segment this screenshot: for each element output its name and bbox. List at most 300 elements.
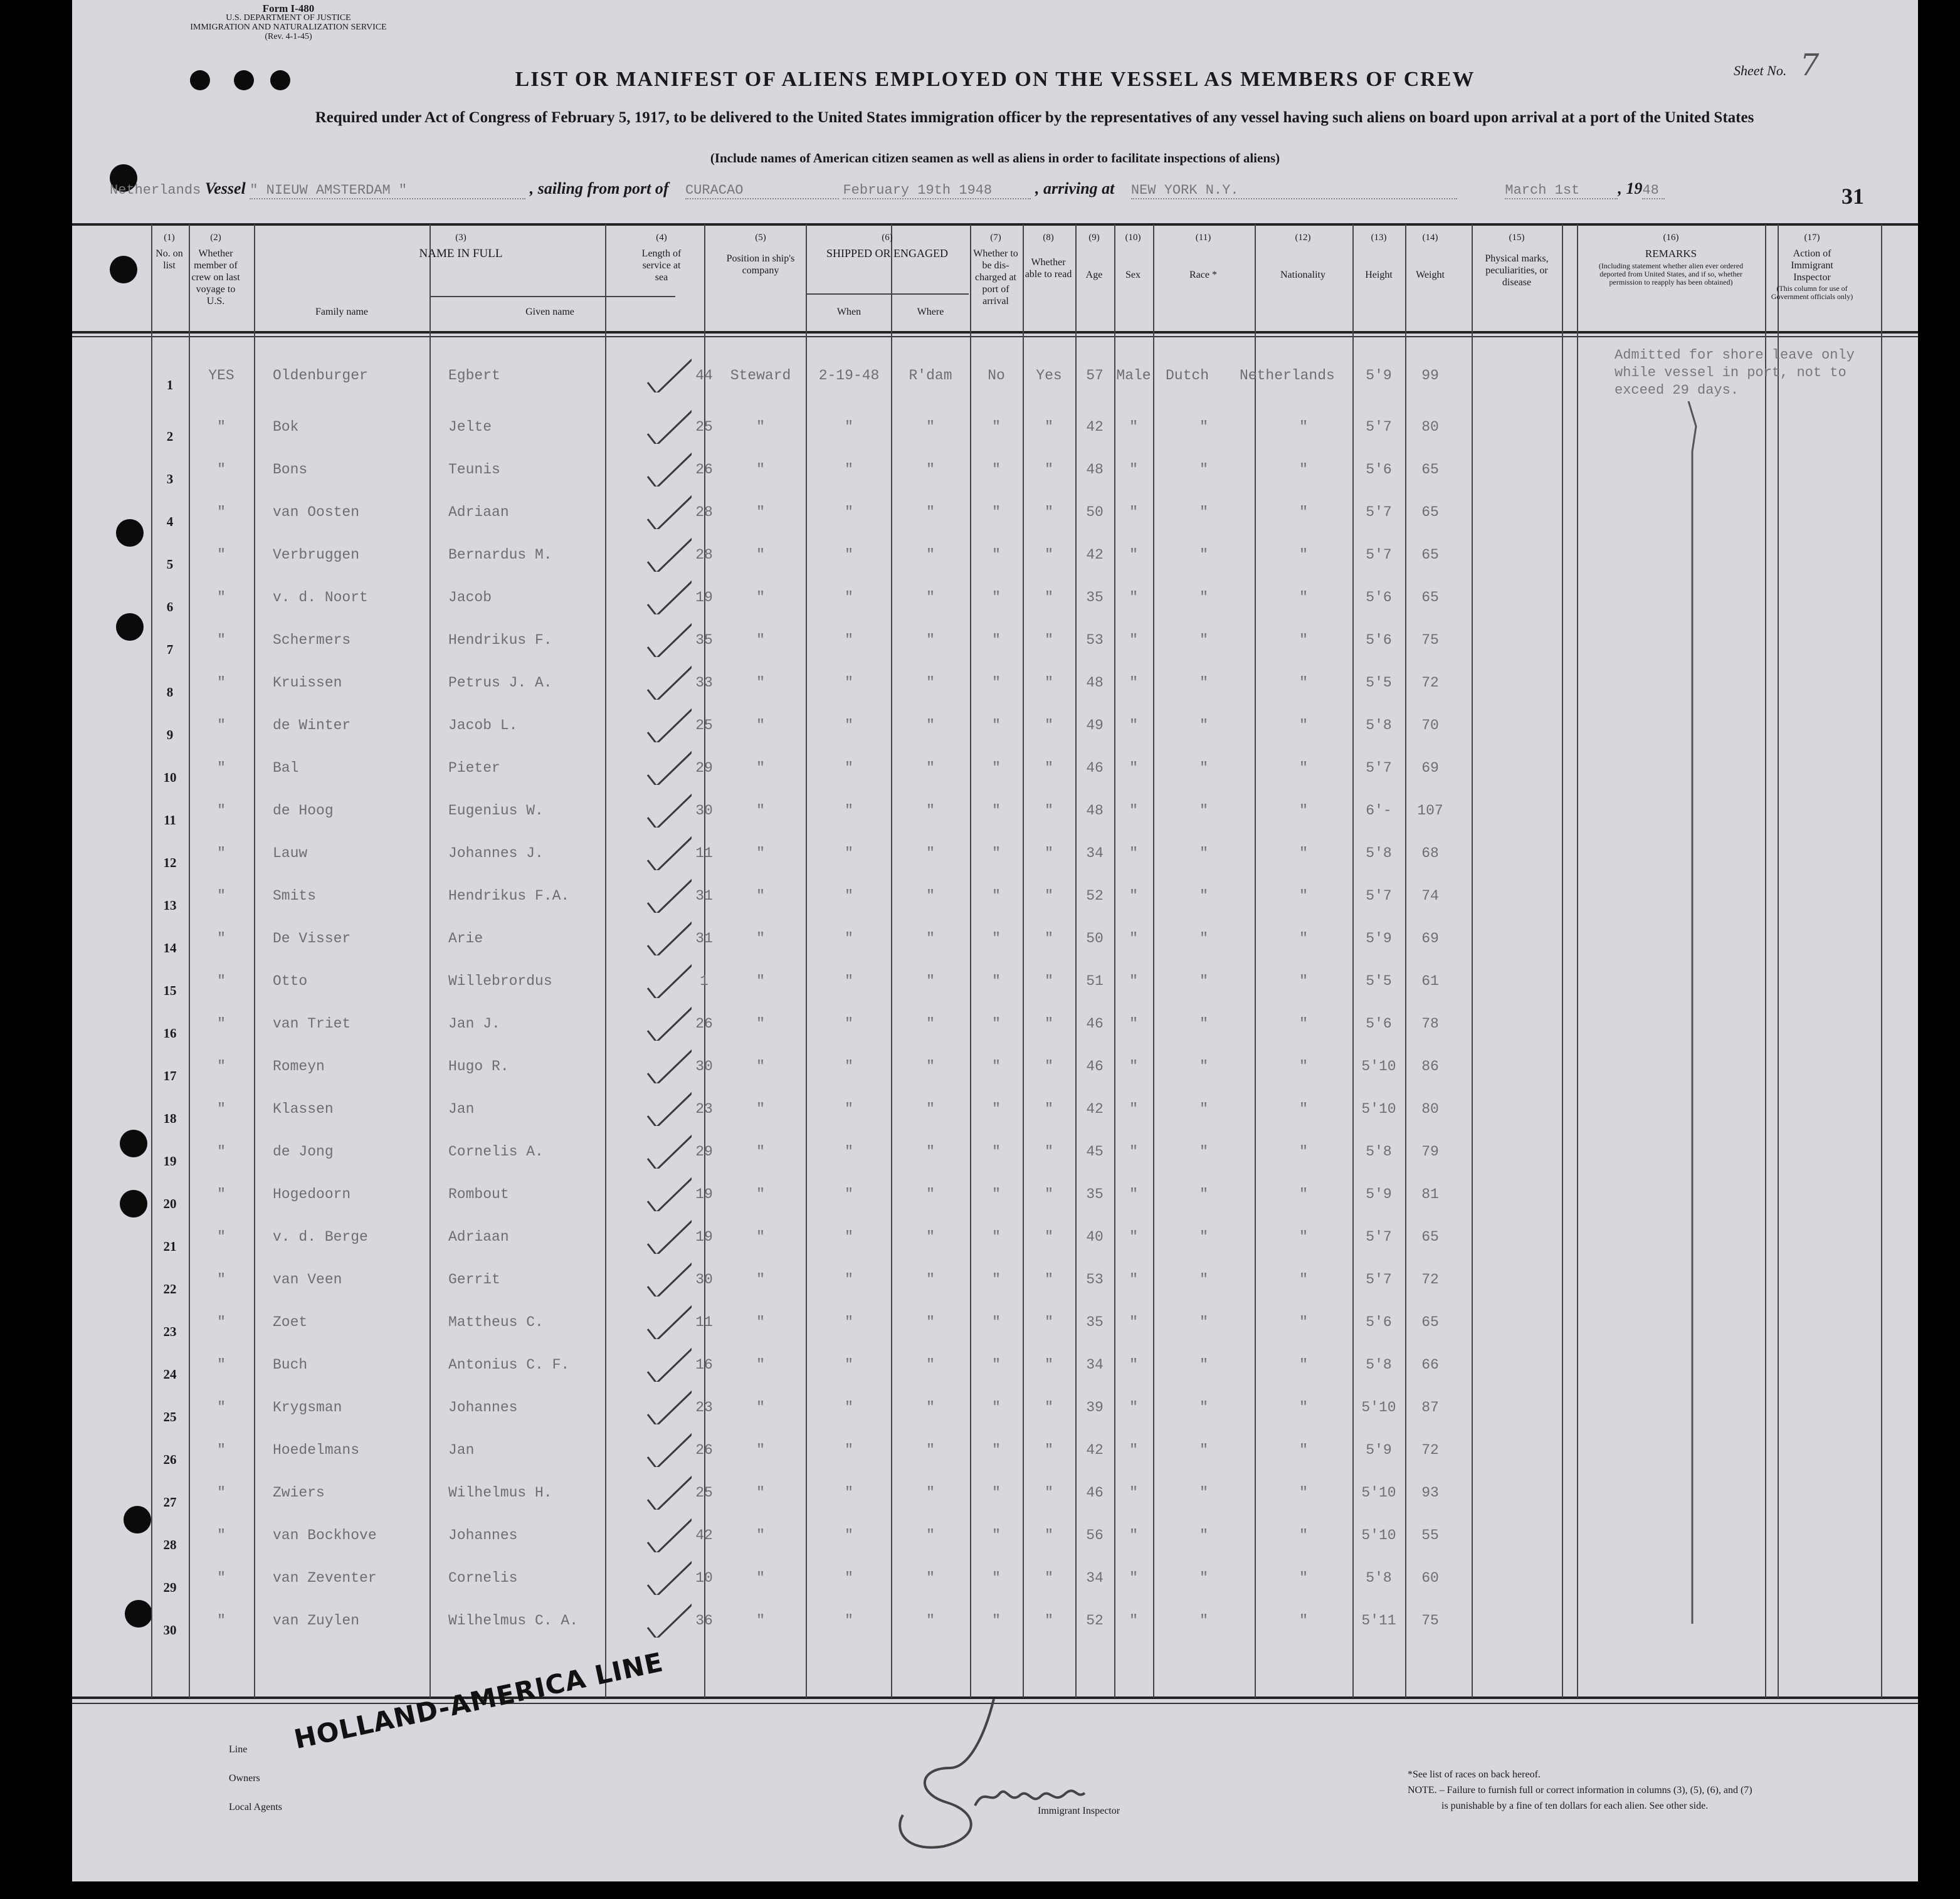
sex-cell: " [1129, 504, 1138, 520]
column-divider [189, 224, 190, 1698]
crew-last-voyage-cell: " [217, 1527, 226, 1544]
shipped-subdivider [806, 293, 969, 295]
nationality-cell: " [1299, 1357, 1308, 1373]
nationality-cell: " [1299, 547, 1308, 563]
race-cell: " [1199, 632, 1208, 648]
port-to: NEW YORK N.Y. [1131, 182, 1457, 199]
port-from: CURACAO [685, 182, 839, 199]
row-number: 24 [163, 1367, 177, 1382]
shipped-when-cell: " [845, 1144, 853, 1160]
shipped-where-cell: " [926, 802, 935, 819]
service-length-cell: 25 [695, 1485, 713, 1501]
check-mark [636, 619, 692, 657]
able-read-cell: " [1045, 1229, 1053, 1245]
crew-last-voyage-cell: " [217, 1101, 226, 1117]
weight-cell: 61 [1421, 973, 1439, 989]
shipped-where-cell: R'dam [909, 367, 952, 384]
shipped-when-cell: " [845, 461, 853, 478]
position-cell: " [756, 802, 765, 819]
sex-cell: " [1129, 1527, 1138, 1544]
given-name-cell: Johannes [448, 1399, 518, 1416]
discharged-cell: " [992, 461, 1001, 478]
given-name-cell: Gerrit [448, 1271, 500, 1288]
nationality-cell: " [1299, 1101, 1308, 1117]
position-cell: " [756, 1229, 765, 1245]
family-name-cell: Klassen [273, 1101, 334, 1117]
sex-cell: " [1129, 589, 1138, 606]
position-cell: " [756, 1144, 765, 1160]
crew-last-voyage-cell: " [217, 717, 226, 734]
given-name-cell: Jacob [448, 589, 492, 606]
column-divider [1255, 224, 1256, 1698]
weight-cell: 87 [1421, 1399, 1439, 1416]
family-name-cell: Bal [273, 760, 299, 776]
header-discharged: (7) Whether to be dis-charged at port of arrival [973, 233, 1018, 307]
age-cell: 50 [1086, 930, 1104, 947]
family-name-cell: van Oosten [273, 504, 360, 520]
check-mark [636, 1046, 692, 1083]
position-cell: " [756, 888, 765, 904]
shipped-when-cell: " [845, 973, 853, 989]
column-divider [1114, 224, 1115, 1698]
agents-label: Local Agents [229, 1802, 282, 1812]
able-read-cell: " [1045, 888, 1053, 904]
nationality-cell: " [1299, 1016, 1308, 1032]
shipped-when-cell: " [845, 504, 853, 520]
vessel-label: Vessel [204, 179, 246, 197]
given-name-cell: Jan [448, 1442, 475, 1458]
column-divider [1765, 224, 1766, 1698]
check-mark [636, 1302, 692, 1339]
column-divider [704, 224, 705, 1698]
weight-cell: 65 [1421, 1314, 1439, 1330]
discharged-cell: " [992, 1144, 1001, 1160]
row-number: 1 [166, 377, 174, 392]
service-length-cell: 29 [695, 760, 713, 776]
nationality-cell: " [1299, 461, 1308, 478]
given-name-cell: Egbert [448, 367, 500, 384]
check-mark [636, 1344, 692, 1382]
sex-cell: " [1129, 419, 1138, 435]
nationality-cell: " [1299, 973, 1308, 989]
height-cell: 5'7 [1366, 760, 1392, 776]
family-name-cell: de Jong [273, 1144, 334, 1160]
sex-cell: Male [1116, 367, 1151, 384]
race-cell: " [1199, 1229, 1208, 1245]
height-cell: 5'5 [1366, 675, 1392, 691]
nationality-cell: " [1299, 1186, 1308, 1202]
service-length-cell: 19 [695, 589, 713, 606]
owners-label: Owners [229, 1773, 260, 1784]
able-read-cell: " [1045, 1058, 1053, 1075]
weight-cell: 93 [1421, 1485, 1439, 1501]
discharged-cell: " [992, 547, 1001, 563]
column-divider [1778, 224, 1779, 1698]
nationality-cell: " [1299, 1144, 1308, 1160]
shipped-where-cell: " [926, 1101, 935, 1117]
position-cell: " [756, 1527, 765, 1544]
shipped-when-cell: " [845, 1612, 853, 1629]
age-cell: 45 [1086, 1144, 1104, 1160]
height-cell: 5'7 [1366, 1229, 1392, 1245]
crew-last-voyage-cell: " [217, 888, 226, 904]
sex-cell: " [1129, 1570, 1138, 1586]
sex-cell: " [1129, 1016, 1138, 1032]
family-name-cell: Hogedoorn [273, 1186, 351, 1202]
check-mark [636, 1259, 692, 1297]
header-sex: (10) Sex [1125, 233, 1141, 280]
crew-last-voyage-cell: " [217, 1016, 226, 1032]
position-cell: " [756, 589, 765, 606]
race-cell: " [1199, 802, 1208, 819]
position-cell: " [756, 419, 765, 435]
height-cell: 5'6 [1366, 1314, 1392, 1330]
family-name-cell: Kruissen [273, 675, 342, 691]
age-cell: 42 [1086, 1101, 1104, 1117]
able-read-cell: " [1045, 1271, 1053, 1288]
able-read-cell: " [1045, 760, 1053, 776]
check-mark [636, 492, 692, 529]
shipped-where-cell: " [926, 1186, 935, 1202]
column-divider [1562, 224, 1563, 1698]
nationality-cell: " [1299, 1058, 1308, 1075]
sex-cell: " [1129, 547, 1138, 563]
shipped-where-cell: " [926, 1016, 935, 1032]
row-number: 2 [166, 429, 174, 444]
shipped-where-cell: " [926, 973, 935, 989]
nationality-cell: " [1299, 1229, 1308, 1245]
able-read-cell: " [1045, 1570, 1053, 1586]
weight-cell: 66 [1421, 1357, 1439, 1373]
nationality-cell: " [1299, 802, 1308, 819]
shipped-when-cell: " [845, 1357, 853, 1373]
service-length-cell: 11 [695, 1314, 713, 1330]
able-read-cell: " [1045, 1612, 1053, 1629]
race-cell: " [1199, 973, 1208, 989]
given-name-cell: Cornelis A. [448, 1144, 544, 1160]
able-read-cell: " [1045, 632, 1053, 648]
shipped-where-cell: " [926, 419, 935, 435]
sex-cell: " [1129, 461, 1138, 478]
inspector-signature [850, 1693, 1113, 1856]
service-length-cell: 26 [695, 461, 713, 478]
row-number: 28 [163, 1537, 177, 1552]
page-subtitle: Required under Act of Congress of February 5, 1917, to be delivered to the United States immigration officer by the representatives of any vessel having such aliens on board upon arrival at a port of the United States [315, 109, 1754, 126]
shipped-where-cell: " [926, 589, 935, 606]
shipped-when-cell: " [845, 1101, 853, 1117]
check-mark [636, 1131, 692, 1169]
height-cell: 5'9 [1366, 1186, 1392, 1202]
age-cell: 52 [1086, 1612, 1104, 1629]
shipped-where-cell: " [926, 1399, 935, 1416]
check-mark [636, 790, 692, 828]
weight-cell: 75 [1421, 632, 1439, 648]
check-mark [636, 705, 692, 742]
given-name-cell: Petrus J. A. [448, 675, 552, 691]
crew-last-voyage-cell: " [217, 845, 226, 861]
check-mark [636, 355, 692, 392]
age-cell: 50 [1086, 504, 1104, 520]
shipped-when-cell: " [845, 419, 853, 435]
row-number: 16 [163, 1026, 177, 1041]
height-cell: 5'6 [1366, 1016, 1392, 1032]
family-name-cell: Schermers [273, 632, 351, 648]
row-number: 17 [163, 1068, 177, 1083]
family-name-cell: van Veen [273, 1271, 342, 1288]
column-divider [1023, 224, 1024, 1698]
line-label: Line [229, 1744, 248, 1755]
family-name-cell: De Visser [273, 930, 351, 947]
race-cell: " [1199, 930, 1208, 947]
position-cell: " [756, 1357, 765, 1373]
table-top-rule [72, 223, 1918, 226]
check-mark [636, 918, 692, 955]
age-cell: 34 [1086, 845, 1104, 861]
race-cell: " [1199, 1314, 1208, 1330]
family-name-cell: de Hoog [273, 802, 334, 819]
given-name-cell: Jacob L. [448, 717, 518, 734]
check-mark [636, 1472, 692, 1510]
sex-cell: " [1129, 1357, 1138, 1373]
weight-cell: 65 [1421, 589, 1439, 606]
sailing-label: , sailing from port of [529, 179, 669, 197]
age-cell: 48 [1086, 461, 1104, 478]
height-cell: 5'10 [1361, 1399, 1396, 1416]
check-mark [636, 875, 692, 913]
row-number: 12 [163, 855, 177, 870]
crew-last-voyage-cell: " [217, 547, 226, 563]
nationality-cell: " [1299, 632, 1308, 648]
row-number: 27 [163, 1495, 177, 1510]
given-name-cell: Adriaan [448, 1229, 509, 1245]
service-length-cell: 26 [695, 1016, 713, 1032]
nationality-cell: " [1299, 1399, 1308, 1416]
family-name-cell: Lauw [273, 845, 308, 861]
weight-cell: 68 [1421, 845, 1439, 861]
nationality-cell: " [1299, 1271, 1308, 1288]
weight-cell: 60 [1421, 1570, 1439, 1586]
race-cell: " [1199, 1101, 1208, 1117]
crew-last-voyage-cell: " [217, 1570, 226, 1586]
crew-last-voyage-cell: " [217, 1186, 226, 1202]
race-cell: " [1199, 1357, 1208, 1373]
race-cell: " [1199, 1016, 1208, 1032]
position-cell: " [756, 632, 765, 648]
column-divider [970, 224, 971, 1698]
crew-last-voyage-cell: " [217, 419, 226, 435]
column-divider [891, 224, 892, 1698]
height-cell: 5'8 [1366, 717, 1392, 734]
inspector-label: Immigrant Inspector [1038, 1806, 1120, 1816]
column-divider [1472, 224, 1473, 1698]
sex-cell: " [1129, 632, 1138, 648]
position-cell: " [756, 717, 765, 734]
position-cell: " [756, 1442, 765, 1458]
position-cell: " [756, 845, 765, 861]
position-cell: " [756, 675, 765, 691]
given-name-cell: Eugenius W. [448, 802, 544, 819]
year-value: 48 [1642, 182, 1665, 199]
family-name-cell: Buch [273, 1357, 308, 1373]
sex-cell: " [1129, 1271, 1138, 1288]
able-read-cell: " [1045, 1527, 1053, 1544]
row-number: 21 [163, 1239, 177, 1254]
position-cell: " [756, 1399, 765, 1416]
nationality-cell: " [1299, 419, 1308, 435]
weight-cell: 65 [1421, 1229, 1439, 1245]
given-name-cell: Hendrikus F. [448, 632, 552, 648]
sex-cell: " [1129, 1101, 1138, 1117]
shipped-where-cell: " [926, 1612, 935, 1629]
discharged-cell: " [992, 1016, 1001, 1032]
check-mark [636, 1216, 692, 1254]
discharged-cell: No [988, 367, 1005, 384]
position-cell: " [756, 1101, 765, 1117]
shipped-when-cell: " [845, 845, 853, 861]
crew-last-voyage-cell: " [217, 973, 226, 989]
discharged-cell: " [992, 1399, 1001, 1416]
shipped-when-cell: " [845, 675, 853, 691]
discharged-cell: " [992, 1527, 1001, 1544]
race-cell: " [1199, 717, 1208, 734]
shipped-when-cell: " [845, 1271, 853, 1288]
race-cell: " [1199, 419, 1208, 435]
given-name-cell: Mattheus C. [448, 1314, 544, 1330]
row-number: 5 [166, 557, 174, 572]
punch-hole [125, 1600, 152, 1628]
age-cell: 48 [1086, 675, 1104, 691]
age-cell: 34 [1086, 1357, 1104, 1373]
shipped-when-cell: " [845, 1314, 853, 1330]
discharged-cell: " [992, 760, 1001, 776]
discharged-cell: " [992, 1570, 1001, 1586]
height-cell: 5'7 [1366, 888, 1392, 904]
height-cell: 5'10 [1361, 1101, 1396, 1117]
sex-cell: " [1129, 1186, 1138, 1202]
header-bottom-rule-2 [72, 336, 1918, 337]
service-length-cell: 11 [695, 845, 713, 861]
family-name-cell: Zwiers [273, 1485, 325, 1501]
able-read-cell: " [1045, 547, 1053, 563]
able-read-cell: " [1045, 973, 1053, 989]
position-cell: " [756, 1186, 765, 1202]
given-name-cell: Hendrikus F.A. [448, 888, 570, 904]
able-read-cell: " [1045, 504, 1053, 520]
shipped-where-cell: " [926, 888, 935, 904]
shipped-when-cell: " [845, 760, 853, 776]
row-number: 13 [163, 898, 177, 913]
position-cell: " [756, 973, 765, 989]
age-cell: 53 [1086, 1271, 1104, 1288]
height-cell: 5'10 [1361, 1527, 1396, 1544]
age-cell: 49 [1086, 717, 1104, 734]
discharged-cell: " [992, 845, 1001, 861]
age-cell: 42 [1086, 419, 1104, 435]
crew-last-voyage-cell: " [217, 802, 226, 819]
discharged-cell: " [992, 1612, 1001, 1629]
voyage-line [110, 179, 1665, 199]
header-bottom-rule [72, 331, 1918, 334]
given-name-cell: Hugo R. [448, 1058, 509, 1075]
row-number: 11 [164, 813, 176, 828]
age-cell: 40 [1086, 1229, 1104, 1245]
discharged-cell: " [992, 675, 1001, 691]
discharged-cell: " [992, 888, 1001, 904]
given-name-cell: Cornelis [448, 1570, 518, 1586]
age-cell: 46 [1086, 1485, 1104, 1501]
nationality-cell: " [1299, 1612, 1308, 1629]
given-name-cell: Johannes J. [448, 845, 544, 861]
sheet-number-value: 7 [1799, 48, 1820, 83]
able-read-cell: Yes [1036, 367, 1062, 384]
nationality-cell: " [1299, 675, 1308, 691]
column-divider [605, 224, 606, 1698]
age-cell: 42 [1086, 547, 1104, 563]
weight-cell: 72 [1421, 1442, 1439, 1458]
height-cell: 5'10 [1361, 1058, 1396, 1075]
nationality-cell: " [1299, 1314, 1308, 1330]
row-number: 23 [163, 1324, 177, 1339]
shipped-where-cell: " [926, 632, 935, 648]
discharged-cell: " [992, 504, 1001, 520]
discharged-cell: " [992, 1229, 1001, 1245]
given-name-cell: Wilhelmus H. [448, 1485, 552, 1501]
shipped-when-cell: " [845, 1399, 853, 1416]
remarks-line: Admitted for shore leave only [1615, 347, 1855, 363]
column-divider [806, 224, 807, 1698]
race-cell: " [1199, 504, 1208, 520]
able-read-cell: " [1045, 1314, 1053, 1330]
column-divider [1352, 224, 1354, 1698]
given-name-cell: Johannes [448, 1527, 518, 1544]
able-read-cell: " [1045, 802, 1053, 819]
header-inspector-action: (17) Action of Immigrant Inspector (This column for use of Government officials only) [1771, 233, 1853, 301]
flag-value: Netherlands [110, 182, 201, 198]
crew-last-voyage-cell: " [217, 632, 226, 648]
nationality-cell: " [1299, 845, 1308, 861]
check-mark [636, 1429, 692, 1467]
shipped-when-cell: " [845, 1442, 853, 1458]
crew-last-voyage-cell: " [217, 1357, 226, 1373]
service-length-cell: 33 [695, 675, 713, 691]
shipped-where-cell: " [926, 1442, 935, 1458]
row-number: 29 [163, 1580, 177, 1595]
race-cell: " [1199, 1570, 1208, 1586]
crew-last-voyage-cell: YES [208, 367, 234, 384]
year-prefix: , 19 [1618, 179, 1643, 197]
weight-cell: 81 [1421, 1186, 1439, 1202]
height-cell: 5'9 [1366, 930, 1392, 947]
race-cell: " [1199, 1271, 1208, 1288]
column-divider [1881, 224, 1882, 1698]
position-cell: " [756, 1314, 765, 1330]
position-cell: " [756, 504, 765, 520]
service-length-cell: 19 [695, 1186, 713, 1202]
header-nationality: (12) Nationality [1280, 233, 1325, 280]
header-name-in-full: (3) NAME IN FULL [419, 233, 503, 260]
family-name-cell: van Zuylen [273, 1612, 360, 1629]
discharged-cell: " [992, 1271, 1001, 1288]
given-name-cell: Arie [448, 930, 483, 947]
family-name-cell: Bons [273, 461, 308, 478]
discharged-cell: " [992, 1314, 1001, 1330]
sex-cell: " [1129, 1229, 1138, 1245]
able-read-cell: " [1045, 589, 1053, 606]
weight-cell: 79 [1421, 1144, 1439, 1160]
form-identification [176, 4, 401, 41]
height-cell: 5'6 [1366, 632, 1392, 648]
height-cell: 5'6 [1366, 461, 1392, 478]
